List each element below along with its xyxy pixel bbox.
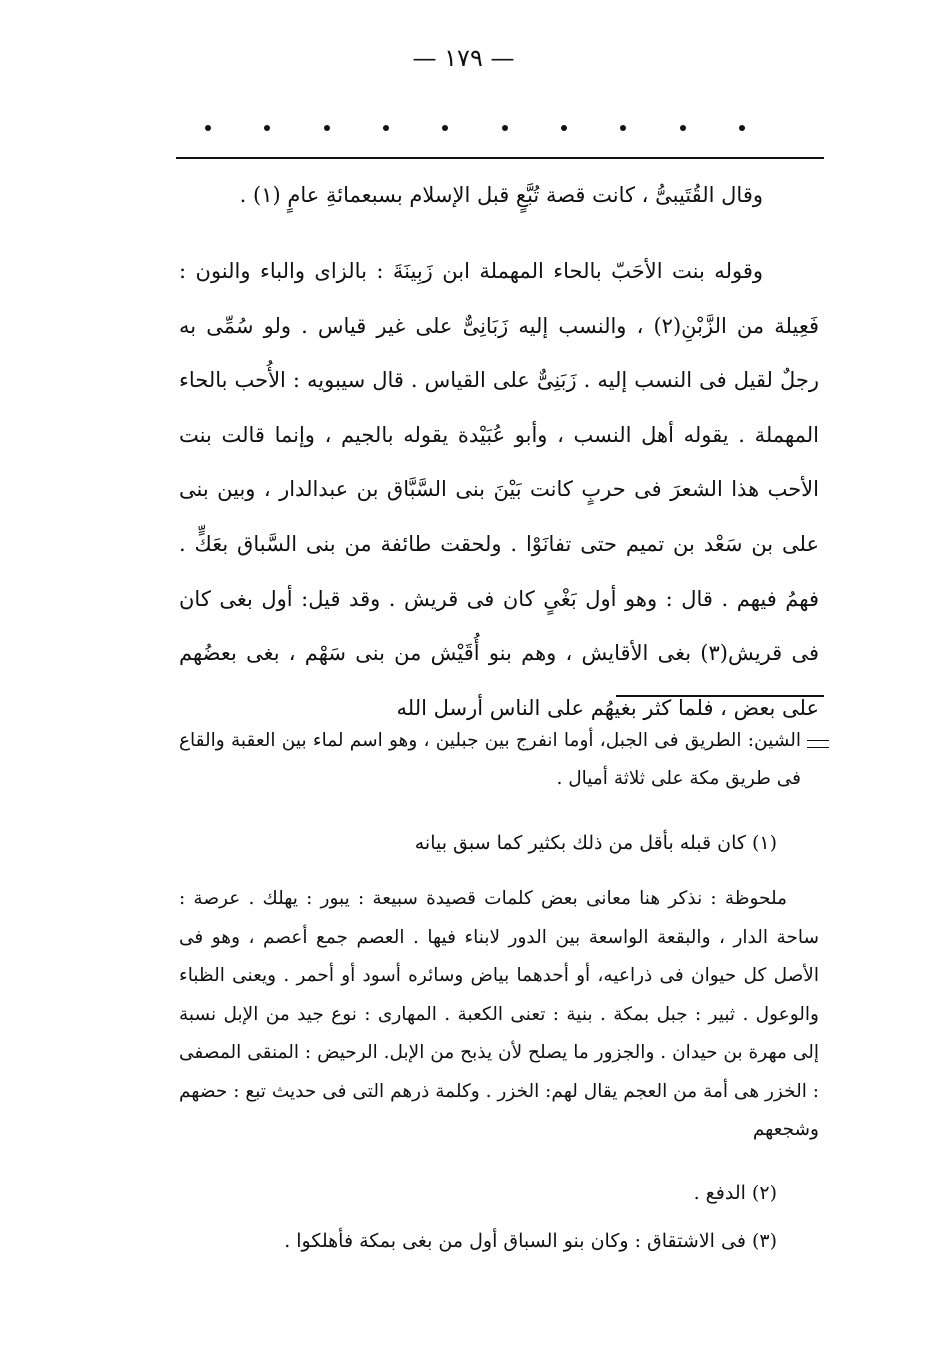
footnote-continuation-text: الشين: الطريق فى الجبل، أوما انفرج بين جبلين ، وهو اسم لماء بين العقبة والقاع فى طريق مكة على ثلاثة أميال . [179,730,801,789]
page-number: — ١٧٩ — [412,44,515,72]
ornament-dot [620,125,626,131]
ornament-dot [502,125,508,131]
ornament-dot [561,125,567,131]
ornament-dot [442,125,448,131]
ornament-dot [205,125,211,131]
continuation-mark-icon [807,740,829,748]
ornament-dot [383,125,389,131]
ornament-dot [680,125,686,131]
ornament-dot [324,125,330,131]
footnote-1: (١) كان قبله بأقل من ذلك بكثير كما سبق بيانه [414,832,777,854]
ornament-dot [264,125,270,131]
footnote-continuation [179,722,819,798]
footnote-remark: ملحوظة : نذكر هنا معانى بعض كلمات قصيدة سبيعة : يبور : يهلك . عرصة : ساحة الدار ، والبقعة الواسعة بين الدور لابناء فيها . العصم جمع أعصم ، وهو فى الأصل كل حيوان فى ذراعيه، أو أحدهما بياض وسائره أسود أو أحمر . ويعنى الظباء والوعول . ثبير : جبل بمكة . بنية : تعنى الكعبة . المهارى : نوع جيد من الإبل نسبة إلى مهرة بن حيدان . والجزور ما يصلح لأن يذبح من الإبل. الرحيض : المنقى المصفى : الخزر هى أمة من العجم يقال لهم: الخزر . وكلمة ذرهم التى فى حديث تبع : حضهم وشجعهم [179,888,819,1140]
opening-line: وقال القُتَيبىُّ ، كانت قصة تُبَّعٍ قبل الإسلام بسبعمائةِ عامٍ (١) . [239,183,763,207]
footnote-3: (٣) فى الاشتقاق : وكان بنو السباق أول من بغى بمكة فأهلكوا . [284,1230,777,1252]
ornamental-dots [205,118,745,138]
footnote-2: (٢) الدفع . [693,1182,777,1204]
footnote-separator [616,695,824,697]
main-paragraph: وقوله بنت الأحَبّ بالحاء المهملة ابن زَبِينَةَ : بالزاى والباء والنون : فَعِيلة من الزَّبْنِ(٢) ، والنسب إليه زَبَانِىٌّ على غير قياس . ولو سُمِّى به رجلٌ لقيل فى النسب إليه . زَبَنِىٌّ على القياس . قال سيبويه : الأُحب بالحاء المهملة . يقوله أهل النسب ، وأبو عُبَيْدة يقوله بالجيم ، وإنما قالت بنت الأحب هذا الشعرَ فى حربٍ كانت بَيْنَ بنى السَّبَّاق بن عبدالدار ، وبين بنى على بن سَعْد بن تميم حتى تفانَوْا . ولحقت طائفة من بنى السَّباق بعَكٍّ . فهمُ فيهم . قال : وهو أول بَغْىٍ كان فى قريش . وقد قيل: أول بغى كان فى قريش(٣) بغى الأقايش ، وهم بنو أُقَيْش من بنى سَهْم ، بغى بعضُهم على بعض ، فلما كثر بغيهُم على الناس أرسل الله [179,259,819,720]
ornament-dot [739,125,745,131]
header-rule [176,157,824,159]
